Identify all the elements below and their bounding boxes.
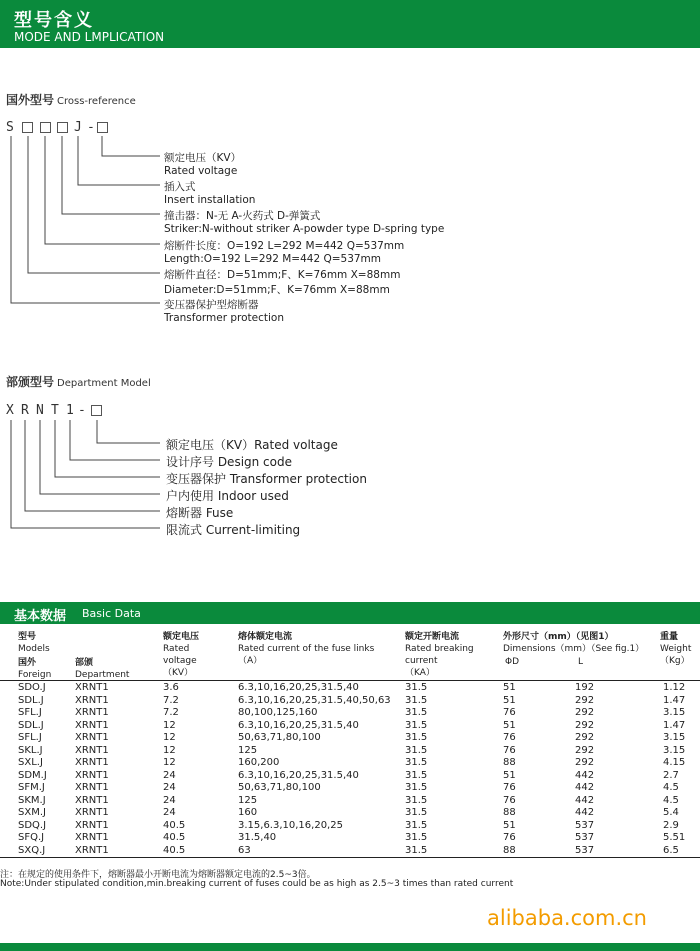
th-rated-voltage-cn: 额定电压 <box>163 632 200 642</box>
table-cell: 31.5 <box>405 744 428 756</box>
cross-ref-item-voltage-en: Rated voltage <box>164 165 238 177</box>
code-char: S <box>6 120 14 135</box>
department-model-title-cn: 部颁型号 <box>6 375 55 389</box>
table-cell: 31.5 <box>405 832 428 843</box>
table-cell: 537 <box>575 832 595 843</box>
code-char: - <box>78 403 86 418</box>
table-row <box>0 732 700 745</box>
table-cell: 50,63,71,80,100 <box>238 782 321 793</box>
table-cell: 3.6 <box>163 682 179 693</box>
table-cell: 125 <box>238 744 258 756</box>
table-cell: 160,200 <box>238 757 280 768</box>
basic-data-title-cn: 基本数据 <box>14 609 67 624</box>
th-rated-voltage-en1: Rated <box>163 644 190 654</box>
table-cell: XRNT1 <box>75 794 109 806</box>
cross-ref-item-length-en: Length:O=192 L=292 M=442 Q=537mm <box>164 253 382 265</box>
table-cell: 31.5 <box>405 769 428 781</box>
table-cell: 5.51 <box>663 832 686 843</box>
table-cell: 40.5 <box>163 844 186 856</box>
cross-ref-item-diameter-en: Diameter:D=51mm;F、K=76mm X=88mm <box>164 284 390 296</box>
table-cell: 51 <box>503 682 516 693</box>
table-cell: 6.3,10,16,20,25,31.5,40 <box>238 769 359 781</box>
table-cell: 160 <box>238 807 258 818</box>
table-cell: 442 <box>575 807 595 818</box>
table-cell: 51 <box>503 694 516 706</box>
table-cell: 2.9 <box>663 819 679 831</box>
th-weight <box>660 631 691 667</box>
table-cell: SFM.J <box>18 782 45 793</box>
table-row <box>0 770 700 783</box>
table-cell: 51 <box>503 719 516 731</box>
dept-item-indoor: 户内使用 Indoor used <box>166 489 289 503</box>
dept-item-fuse: 熔断器 Fuse <box>166 506 234 520</box>
department-model-title <box>6 373 151 390</box>
th-breaking-en1: Rated breaking <box>405 644 474 654</box>
table-cell: XRNT1 <box>75 807 109 818</box>
th-rated-current-cn: 熔体额定电流 <box>238 632 293 642</box>
table-cell: 12 <box>163 757 176 768</box>
table-cell: 3.15 <box>663 744 686 756</box>
table-cell: 6.3,10,16,20,25,31.5,40 <box>238 682 359 693</box>
cross-ref-item-insert-en: Insert installation <box>164 194 256 206</box>
table-row <box>0 695 700 708</box>
table-cell: 12 <box>163 744 176 756</box>
table-cell: XRNT1 <box>75 719 109 731</box>
table-cell: SFQ.J <box>18 832 45 843</box>
table-cell: 5.4 <box>663 807 679 818</box>
table-cell: 76 <box>503 744 516 756</box>
code-char: N <box>36 403 44 418</box>
table-cell: 76 <box>503 732 516 743</box>
code-char: T <box>51 403 59 418</box>
table-cell: 2.7 <box>663 769 679 781</box>
code-char: J <box>74 120 82 135</box>
code-char: - <box>87 120 95 135</box>
th-rated-current-unit: （A） <box>238 656 263 666</box>
table-cell: 31.5 <box>405 819 428 831</box>
header-title-cn: 型号含义 <box>14 10 94 31</box>
th-weight-cn: 重量 <box>660 632 679 642</box>
table-cell: 31.5 <box>405 732 428 743</box>
table-cell: 31.5 <box>405 694 428 706</box>
table-row <box>0 832 700 845</box>
th-department-en: Department <box>75 670 130 680</box>
table-cell: XRNT1 <box>75 769 109 781</box>
department-model-code <box>0 403 120 419</box>
table-row <box>0 845 700 858</box>
th-rated-current-en: Rated current of the fuse links <box>238 644 375 654</box>
table-cell: SKL.J <box>18 744 43 756</box>
table-cell: 292 <box>575 694 595 706</box>
table-cell: SDM.J <box>18 769 47 781</box>
table-cell: 80,100,125,160 <box>238 707 318 718</box>
th-foreign-en: Foreign <box>18 670 52 680</box>
table-cell: 31.5 <box>405 844 428 856</box>
table-cell: SDL.J <box>18 694 44 706</box>
note-en: Note:Under stipulated condition,min.breaking current of fuses could be as high as 2.5~3 times than rated current <box>0 879 514 889</box>
th-dims-d: ΦD <box>505 657 520 667</box>
table-bottom-divider <box>0 857 700 858</box>
table-cell: 7.2 <box>163 707 179 718</box>
th-foreign-cn: 国外 <box>18 658 37 668</box>
th-breaking-unit: （KA） <box>405 668 435 678</box>
table-cell: 76 <box>503 782 516 793</box>
cross-ref-item-transformer-en: Transformer protection <box>164 312 284 324</box>
cross-ref-item-insert-cn: 插入式 <box>164 181 196 193</box>
table-cell: XRNT1 <box>75 732 109 743</box>
table-cell: XRNT1 <box>75 832 109 843</box>
table-cell: 6.3,10,16,20,25,31.5,40 <box>238 719 359 731</box>
table-cell: 4.5 <box>663 782 679 793</box>
table-cell: XRNT1 <box>75 782 109 793</box>
table-cell: 31.5 <box>405 794 428 806</box>
table-cell: 12 <box>163 732 176 743</box>
table-cell: XRNT1 <box>75 819 109 831</box>
dept-item-current-limiting: 限流式 Current-limiting <box>166 523 301 537</box>
table-row <box>0 782 700 795</box>
table-cell: 51 <box>503 769 516 781</box>
cross-ref-item-transformer-cn: 变压器保护型熔断器 <box>164 299 259 311</box>
table-header-divider <box>0 680 700 681</box>
table-cell: SXM.J <box>18 807 46 818</box>
table-row <box>0 820 700 833</box>
dept-item-transformer: 变压器保护 Transformer protection <box>166 472 367 486</box>
th-models-cn: 型号 <box>18 632 37 642</box>
th-dims-en: Dimensions（mm）（See fig.1） <box>503 644 645 654</box>
code-box <box>91 405 102 416</box>
department-model-title-en: Department Model <box>57 378 151 389</box>
table-cell: 24 <box>163 782 176 793</box>
table-cell: XRNT1 <box>75 744 109 756</box>
cross-ref-item-voltage-cn: 额定电压（KV） <box>164 152 242 164</box>
table-cell: 76 <box>503 707 516 718</box>
table-cell: SDL.J <box>18 719 44 731</box>
table-row <box>0 807 700 820</box>
table-cell: 4.5 <box>663 794 679 806</box>
table-cell: 4.15 <box>663 757 686 768</box>
th-breaking-cn: 额定开断电流 <box>405 632 460 642</box>
table-cell: SKM.J <box>18 794 46 806</box>
table-cell: SFL.J <box>18 732 42 743</box>
table-cell: 442 <box>575 782 595 793</box>
table-cell: 3.15 <box>663 707 686 718</box>
dept-item-design: 设计序号 Design code <box>166 455 293 469</box>
table-row <box>0 745 700 758</box>
th-department <box>75 657 129 681</box>
table-cell: 537 <box>575 844 595 856</box>
table-cell: 292 <box>575 732 595 743</box>
table-cell: 292 <box>575 744 595 756</box>
table-cell: 292 <box>575 707 595 718</box>
table-cell: 50,63,71,80,100 <box>238 732 321 743</box>
table-cell: 3.15,6.3,10,16,20,25 <box>238 819 343 831</box>
th-weight-unit: （Kg） <box>660 656 690 666</box>
table-cell: XRNT1 <box>75 694 109 706</box>
cross-reference-title-en: Cross-reference <box>57 96 136 107</box>
table-cell: 442 <box>575 794 595 806</box>
table-cell: 6.3,10,16,20,25,31.5,40,50,63 <box>238 694 391 706</box>
th-weight-en: Weight <box>660 644 692 654</box>
table-cell: 12 <box>163 719 176 731</box>
table-cell: 292 <box>575 757 595 768</box>
table-cell: 24 <box>163 769 176 781</box>
table-cell: 24 <box>163 807 176 818</box>
th-foreign <box>18 657 51 681</box>
table-cell: 537 <box>575 819 595 831</box>
table-cell: SFL.J <box>18 707 42 718</box>
th-breaking-current <box>405 631 474 679</box>
th-rated-voltage-en2: voltage <box>163 656 197 666</box>
table-cell: 31.5 <box>405 782 428 793</box>
table-row <box>0 720 700 733</box>
th-rated-voltage <box>163 631 199 679</box>
th-dims-cn: 外形尺寸（mm）（见图1） <box>503 632 614 642</box>
table-cell: 1.47 <box>663 719 686 731</box>
cross-ref-item-length-cn: 熔断件长度：O=192 L=292 M=442 Q=537mm <box>164 240 405 252</box>
watermark: alibaba.com.cn <box>487 906 647 930</box>
table-cell: 76 <box>503 794 516 806</box>
table-cell: 292 <box>575 719 595 731</box>
table-cell: 88 <box>503 757 516 768</box>
table-cell: 40.5 <box>163 819 186 831</box>
table-cell: 125 <box>238 794 258 806</box>
cross-ref-item-diameter-cn: 熔断件直径：D=51mm;F、K=76mm X=88mm <box>164 269 401 281</box>
code-char: R <box>21 403 29 418</box>
table-cell: 51 <box>503 819 516 831</box>
table-cell: 24 <box>163 794 176 806</box>
table-cell: 40.5 <box>163 832 186 843</box>
dept-item-voltage: 额定电压（KV）Rated voltage <box>166 438 338 452</box>
table-cell: SXQ.J <box>18 844 46 856</box>
note-cn: 注：在规定的使用条件下，熔断器最小开断电流为熔断器额定电流的2.5~3倍。 <box>0 870 316 880</box>
table-cell: 31.5 <box>405 682 428 693</box>
table-cell: 76 <box>503 832 516 843</box>
table-cell: 88 <box>503 807 516 818</box>
table-cell: 31.5,40 <box>238 832 277 843</box>
code-char: X <box>6 403 14 418</box>
th-breaking-en2: current <box>405 656 438 666</box>
table-row <box>0 682 700 695</box>
table-cell: 88 <box>503 844 516 856</box>
table-cell: 7.2 <box>163 694 179 706</box>
table-cell: XRNT1 <box>75 844 109 856</box>
table-cell: 31.5 <box>405 707 428 718</box>
th-department-cn: 部颁 <box>75 658 94 668</box>
table-cell: 31.5 <box>405 757 428 768</box>
table-cell: 63 <box>238 844 251 856</box>
th-models <box>18 631 50 655</box>
table-row <box>0 795 700 808</box>
table-row <box>0 757 700 770</box>
cross-reference-title-cn: 国外型号 <box>6 93 55 107</box>
table-cell: 442 <box>575 769 595 781</box>
table-cell: 1.47 <box>663 694 686 706</box>
table-cell: 192 <box>575 682 595 693</box>
table-cell: XRNT1 <box>75 757 109 768</box>
table-row <box>0 707 700 720</box>
table-cell: XRNT1 <box>75 682 109 693</box>
basic-data-band <box>0 602 700 624</box>
code-char: 1 <box>66 403 74 418</box>
basic-data-title-en: Basic Data <box>82 607 141 620</box>
th-dimensions <box>503 631 644 655</box>
table-cell: SXL.J <box>18 757 43 768</box>
table-cell: SDO.J <box>18 682 46 693</box>
table-cell: 31.5 <box>405 719 428 731</box>
cross-ref-item-striker-en: Striker:N-without striker A-powder type D-spring type <box>164 223 445 235</box>
table-cell: XRNT1 <box>75 707 109 718</box>
th-rated-voltage-unit: （KV） <box>163 668 194 678</box>
th-dims-l: L <box>578 657 584 667</box>
table-cell: 3.15 <box>663 732 686 743</box>
th-rated-current <box>238 631 374 667</box>
table-cell: 6.5 <box>663 844 679 856</box>
bottom-bar <box>0 943 700 951</box>
table-cell: SDQ.J <box>18 819 47 831</box>
table-cell: 31.5 <box>405 807 428 818</box>
th-models-en: Models <box>18 644 50 654</box>
cross-ref-item-striker-cn: 撞击器：N-无 A-火药式 D-弹簧式 <box>164 210 321 222</box>
table-cell: 1.12 <box>663 682 686 693</box>
header-title-en: MODE AND LMPLICATION <box>14 30 165 44</box>
